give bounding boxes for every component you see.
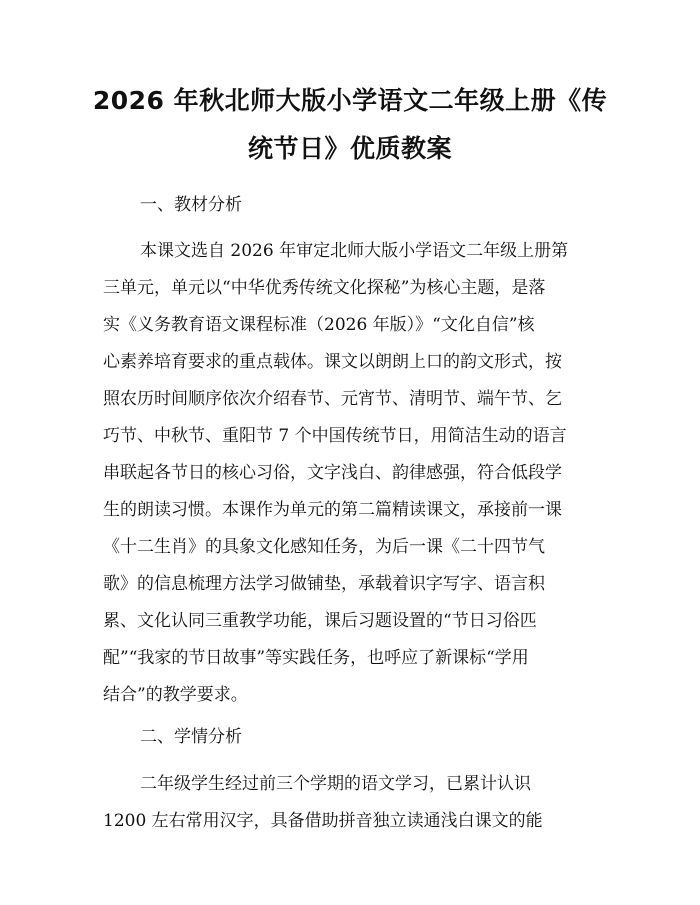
paragraph-line: 心素养培育要求的重点载体。课文以朗朗上口的韵文形式，按 xyxy=(103,352,562,372)
paragraph-line: 二年级学生经过前三个学期的语文学习，已累计认识 xyxy=(140,774,531,794)
paragraph-line: 歌》的信息梳理方法学习做铺垫，承载着识字写字、语言积 xyxy=(103,574,545,594)
document-title-line-2: 统节日》优质教案 xyxy=(247,134,452,163)
paragraph-line: 累、文化认同三重教学功能，课后习题设置的“节日习俗匹 xyxy=(103,611,537,631)
document-title-line-1: 2026 年秋北师大版小学语文二年级上册《传 xyxy=(92,86,608,115)
paragraph-line: 结合”的教学要求。 xyxy=(103,685,248,705)
paragraph-line: 配”“我家的节日故事”等实践任务，也呼应了新课标“学用 xyxy=(103,648,529,668)
paragraph-line: 照农历时间顺序依次介绍春节、元宵节、清明节、端午节、乞 xyxy=(103,389,562,409)
paragraph-line: 本课文选自 2026 年审定北师大版小学语文二年级上册第 xyxy=(140,241,569,261)
paragraph-line: 三单元，单元以“中华优秀传统文化探秘”为核心主题，是落 xyxy=(103,278,546,298)
paragraph-line: 巧节、中秋节、重阳节 7 个中国传统节日，用简洁生动的语言 xyxy=(103,426,567,446)
paragraph-line: 实《义务教育语文课程标准（2026 年版）》“文化自信”核 xyxy=(103,315,535,335)
paragraph-line: 1200 左右常用汉字，具备借助拼音独立读通浅白课文的能 xyxy=(103,811,543,831)
paragraph-line: 《十二生肖》的具象文化感知任务，为后一课《二十四节气 xyxy=(103,537,545,557)
paragraph-line: 生的朗读习惯。本课作为单元的第二篇精读课文，承接前一课 xyxy=(103,500,562,520)
section-heading-textbook-analysis: 一、教材分析 xyxy=(140,195,242,215)
paragraph-line: 串联起各节日的核心习俗，文字浅白、韵律感强，符合低段学 xyxy=(103,463,562,483)
section-heading-learner-analysis: 二、学情分析 xyxy=(140,727,242,747)
